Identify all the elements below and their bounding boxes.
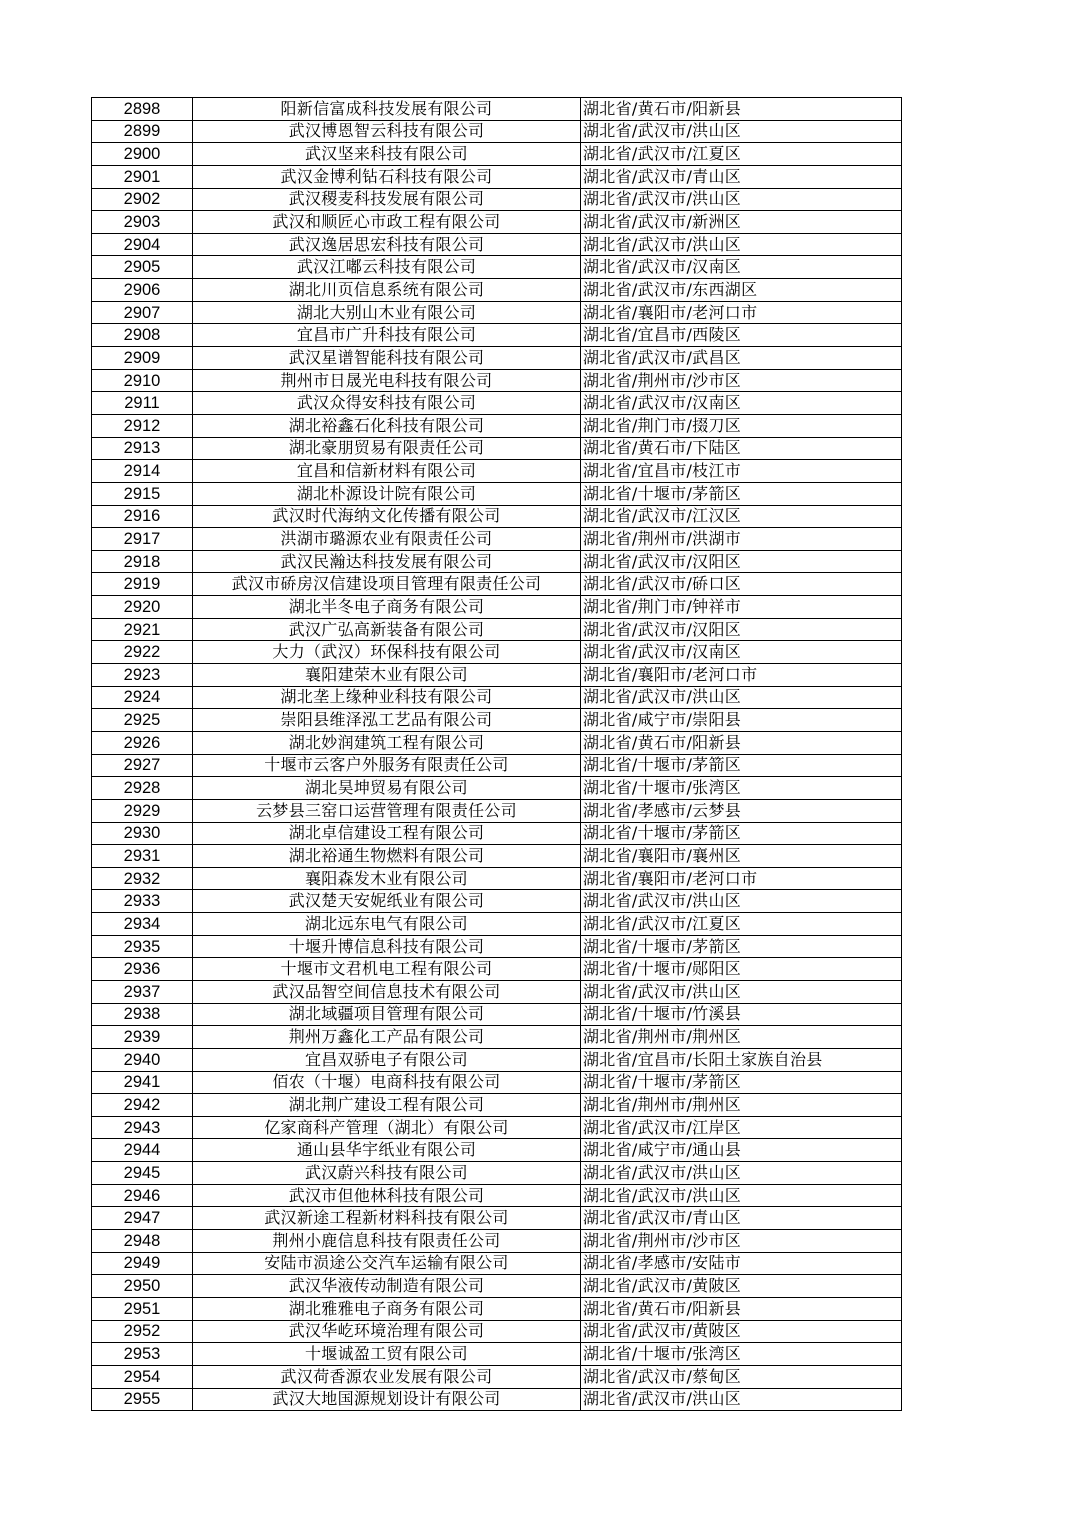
row-number: 2939 <box>92 1026 193 1049</box>
company-name: 武汉逸居思宏科技有限公司 <box>193 233 581 256</box>
table-row <box>92 1139 902 1162</box>
row-number: 2952 <box>92 1320 193 1343</box>
table-row <box>92 98 902 121</box>
region-path: 湖北省/武汉市/青山区 <box>581 165 902 188</box>
company-name: 襄阳森发木业有限公司 <box>193 867 581 890</box>
company-name: 武汉市但他林科技有限公司 <box>193 1184 581 1207</box>
table-row <box>92 392 902 415</box>
region-path: 湖北省/武汉市/洪山区 <box>581 890 902 913</box>
table-row <box>92 1094 902 1117</box>
region-path: 湖北省/武汉市/江夏区 <box>581 913 902 936</box>
row-number: 2924 <box>92 686 193 709</box>
row-number: 2922 <box>92 641 193 664</box>
company-name: 武汉坚来科技有限公司 <box>193 143 581 166</box>
table-row <box>92 754 902 777</box>
table-row <box>92 414 902 437</box>
row-number: 2923 <box>92 664 193 687</box>
row-number: 2947 <box>92 1207 193 1230</box>
row-number: 2926 <box>92 731 193 754</box>
row-number: 2945 <box>92 1162 193 1185</box>
region-path: 湖北省/武汉市/江岸区 <box>581 1116 902 1139</box>
company-name: 武汉荷香源农业发展有限公司 <box>193 1365 581 1388</box>
table-row <box>92 731 902 754</box>
company-name: 云梦县三窑口运营管理有限责任公司 <box>193 799 581 822</box>
table-row <box>92 528 902 551</box>
region-path: 湖北省/十堰市/竹溪县 <box>581 1003 902 1026</box>
company-name: 武汉华液传动制造有限公司 <box>193 1275 581 1298</box>
table-row <box>92 1207 902 1230</box>
region-path: 湖北省/宜昌市/枝江市 <box>581 460 902 483</box>
region-path: 湖北省/武汉市/武昌区 <box>581 347 902 370</box>
region-path: 湖北省/武汉市/黄陂区 <box>581 1320 902 1343</box>
row-number: 2908 <box>92 324 193 347</box>
region-path: 湖北省/十堰市/茅箭区 <box>581 935 902 958</box>
row-number: 2920 <box>92 596 193 619</box>
row-number: 2940 <box>92 1048 193 1071</box>
row-number: 2899 <box>92 120 193 143</box>
region-path: 湖北省/十堰市/茅箭区 <box>581 482 902 505</box>
row-number: 2909 <box>92 347 193 370</box>
company-name: 安陆市涢途公交汽车运输有限公司 <box>193 1252 581 1275</box>
company-name: 武汉品智空间信息技术有限公司 <box>193 980 581 1003</box>
table-row <box>92 890 902 913</box>
region-path: 湖北省/襄阳市/老河口市 <box>581 664 902 687</box>
company-name: 湖北垄上缘种业科技有限公司 <box>193 686 581 709</box>
table-row <box>92 845 902 868</box>
table-row <box>92 550 902 573</box>
region-path: 湖北省/襄阳市/老河口市 <box>581 301 902 324</box>
table-row <box>92 1048 902 1071</box>
row-number: 2902 <box>92 188 193 211</box>
region-path: 湖北省/宜昌市/长阳土家族自治县 <box>581 1048 902 1071</box>
table-row <box>92 1320 902 1343</box>
table-row <box>92 1184 902 1207</box>
table-row <box>92 1230 902 1253</box>
table-row <box>92 1003 902 1026</box>
region-path: 湖北省/武汉市/汉阳区 <box>581 618 902 641</box>
table-row <box>92 913 902 936</box>
region-path: 湖北省/武汉市/东西湖区 <box>581 279 902 302</box>
row-number: 2900 <box>92 143 193 166</box>
region-path: 湖北省/咸宁市/崇阳县 <box>581 709 902 732</box>
company-name: 武汉时代海纳文化传播有限公司 <box>193 505 581 528</box>
region-path: 湖北省/荆州市/荆州区 <box>581 1094 902 1117</box>
company-name: 宜昌和信新材料有限公司 <box>193 460 581 483</box>
table-row <box>92 301 902 324</box>
table-row <box>92 233 902 256</box>
table-row <box>92 596 902 619</box>
row-number: 2949 <box>92 1252 193 1275</box>
row-number: 2905 <box>92 256 193 279</box>
region-path: 湖北省/武汉市/硚口区 <box>581 573 902 596</box>
row-number: 2953 <box>92 1343 193 1366</box>
row-number: 2915 <box>92 482 193 505</box>
table-row <box>92 822 902 845</box>
table-row <box>92 143 902 166</box>
table-row <box>92 799 902 822</box>
region-path: 湖北省/武汉市/洪山区 <box>581 686 902 709</box>
region-path: 湖北省/襄阳市/襄州区 <box>581 845 902 868</box>
company-name: 湖北裕通生物燃料有限公司 <box>193 845 581 868</box>
region-path: 湖北省/黄石市/阳新县 <box>581 1297 902 1320</box>
region-path: 湖北省/武汉市/汉南区 <box>581 392 902 415</box>
table-row <box>92 369 902 392</box>
row-number: 2916 <box>92 505 193 528</box>
company-name: 武汉星谱智能科技有限公司 <box>193 347 581 370</box>
region-path: 湖北省/武汉市/洪山区 <box>581 980 902 1003</box>
region-path: 湖北省/荆州市/洪湖市 <box>581 528 902 551</box>
company-name: 湖北半冬电子商务有限公司 <box>193 596 581 619</box>
region-path: 湖北省/荆州市/沙市区 <box>581 369 902 392</box>
row-number: 2936 <box>92 958 193 981</box>
table-row <box>92 980 902 1003</box>
table-row <box>92 324 902 347</box>
region-path: 湖北省/十堰市/郧阳区 <box>581 958 902 981</box>
region-path: 湖北省/武汉市/黄陂区 <box>581 1275 902 1298</box>
row-number: 2935 <box>92 935 193 958</box>
table-row <box>92 211 902 234</box>
company-name: 湖北卓信建设工程有限公司 <box>193 822 581 845</box>
row-number: 2901 <box>92 165 193 188</box>
region-path: 湖北省/武汉市/蔡甸区 <box>581 1365 902 1388</box>
company-name: 武汉民瀚达科技发展有限公司 <box>193 550 581 573</box>
company-name: 襄阳建荣木业有限公司 <box>193 664 581 687</box>
company-name: 亿家商科产管理（湖北）有限公司 <box>193 1116 581 1139</box>
region-path: 湖北省/荆州市/沙市区 <box>581 1230 902 1253</box>
company-list-body <box>92 98 902 1411</box>
region-path: 湖北省/荆门市/掇刀区 <box>581 414 902 437</box>
row-number: 2904 <box>92 233 193 256</box>
table-row <box>92 777 902 800</box>
company-name: 十堰诚盈工贸有限公司 <box>193 1343 581 1366</box>
table-row <box>92 1297 902 1320</box>
table-row <box>92 935 902 958</box>
region-path: 湖北省/十堰市/茅箭区 <box>581 754 902 777</box>
table-row <box>92 1026 902 1049</box>
table-row <box>92 279 902 302</box>
row-number: 2910 <box>92 369 193 392</box>
region-path: 湖北省/武汉市/洪山区 <box>581 1162 902 1185</box>
row-number: 2944 <box>92 1139 193 1162</box>
row-number: 2919 <box>92 573 193 596</box>
table-row <box>92 1162 902 1185</box>
company-name: 荆州市日晟光电科技有限公司 <box>193 369 581 392</box>
region-path: 湖北省/武汉市/汉阳区 <box>581 550 902 573</box>
company-name: 宜昌市广升科技有限公司 <box>193 324 581 347</box>
company-name: 湖北域疆项目管理有限公司 <box>193 1003 581 1026</box>
company-name: 武汉华屹环境治理有限公司 <box>193 1320 581 1343</box>
table-row <box>92 958 902 981</box>
row-number: 2931 <box>92 845 193 868</box>
row-number: 2951 <box>92 1297 193 1320</box>
row-number: 2928 <box>92 777 193 800</box>
region-path: 湖北省/十堰市/茅箭区 <box>581 822 902 845</box>
company-name: 武汉大地国源规划设计有限公司 <box>193 1388 581 1411</box>
table-row <box>92 1365 902 1388</box>
company-name: 十堰市文君机电工程有限公司 <box>193 958 581 981</box>
company-name: 武汉市硚房汉信建设项目管理有限责任公司 <box>193 573 581 596</box>
row-number: 2950 <box>92 1275 193 1298</box>
company-name: 通山县华宇纸业有限公司 <box>193 1139 581 1162</box>
company-name: 荆州万鑫化工产品有限公司 <box>193 1026 581 1049</box>
table-row <box>92 482 902 505</box>
region-path: 湖北省/武汉市/汉南区 <box>581 641 902 664</box>
row-number: 2930 <box>92 822 193 845</box>
row-number: 2938 <box>92 1003 193 1026</box>
company-name: 武汉众得安科技有限公司 <box>193 392 581 415</box>
region-path: 湖北省/荆门市/钟祥市 <box>581 596 902 619</box>
row-number: 2903 <box>92 211 193 234</box>
company-name: 湖北雅雅电子商务有限公司 <box>193 1297 581 1320</box>
region-path: 湖北省/武汉市/江夏区 <box>581 143 902 166</box>
table-row <box>92 618 902 641</box>
company-name: 武汉广弘高新装备有限公司 <box>193 618 581 641</box>
company-name: 十堰升博信息科技有限公司 <box>193 935 581 958</box>
row-number: 2934 <box>92 913 193 936</box>
table-row <box>92 1275 902 1298</box>
table-row <box>92 165 902 188</box>
region-path: 湖北省/十堰市/张湾区 <box>581 1343 902 1366</box>
row-number: 2932 <box>92 867 193 890</box>
company-name: 十堰市云客户外服务有限责任公司 <box>193 754 581 777</box>
row-number: 2948 <box>92 1230 193 1253</box>
company-name: 武汉金博利钻石科技有限公司 <box>193 165 581 188</box>
table-row <box>92 1343 902 1366</box>
company-name: 湖北昊坤贸易有限公司 <box>193 777 581 800</box>
row-number: 2907 <box>92 301 193 324</box>
row-number: 2929 <box>92 799 193 822</box>
table-row <box>92 867 902 890</box>
row-number: 2898 <box>92 98 193 121</box>
company-name: 湖北朴源设计院有限公司 <box>193 482 581 505</box>
row-number: 2954 <box>92 1365 193 1388</box>
region-path: 湖北省/武汉市/洪山区 <box>581 1388 902 1411</box>
row-number: 2914 <box>92 460 193 483</box>
table-row <box>92 120 902 143</box>
company-name: 武汉博恩智云科技有限公司 <box>193 120 581 143</box>
table-row <box>92 1071 902 1094</box>
company-name: 湖北大别山木业有限公司 <box>193 301 581 324</box>
row-number: 2911 <box>92 392 193 415</box>
region-path: 湖北省/武汉市/汉南区 <box>581 256 902 279</box>
region-path: 湖北省/黄石市/阳新县 <box>581 731 902 754</box>
table-row <box>92 347 902 370</box>
region-path: 湖北省/武汉市/青山区 <box>581 1207 902 1230</box>
table-row <box>92 709 902 732</box>
company-list-table <box>91 97 902 1411</box>
table-row <box>92 686 902 709</box>
company-name: 湖北远东电气有限公司 <box>193 913 581 936</box>
row-number: 2943 <box>92 1116 193 1139</box>
company-name: 宜昌双骄电子有限公司 <box>193 1048 581 1071</box>
company-name: 佰农（十堰）电商科技有限公司 <box>193 1071 581 1094</box>
table-row <box>92 256 902 279</box>
company-name: 荆州小鹿信息科技有限责任公司 <box>193 1230 581 1253</box>
region-path: 湖北省/武汉市/洪山区 <box>581 1184 902 1207</box>
company-name: 武汉稷麦科技发展有限公司 <box>193 188 581 211</box>
table-row <box>92 573 902 596</box>
region-path: 湖北省/武汉市/洪山区 <box>581 233 902 256</box>
row-number: 2927 <box>92 754 193 777</box>
table-row <box>92 437 902 460</box>
company-name: 崇阳县维泽泓工艺品有限公司 <box>193 709 581 732</box>
row-number: 2933 <box>92 890 193 913</box>
company-name: 湖北裕鑫石化科技有限公司 <box>193 414 581 437</box>
row-number: 2937 <box>92 980 193 1003</box>
company-name: 阳新信富成科技发展有限公司 <box>193 98 581 121</box>
company-name: 武汉和顺匠心市政工程有限公司 <box>193 211 581 234</box>
region-path: 湖北省/荆州市/荆州区 <box>581 1026 902 1049</box>
region-path: 湖北省/襄阳市/老河口市 <box>581 867 902 890</box>
row-number: 2917 <box>92 528 193 551</box>
table-row <box>92 460 902 483</box>
region-path: 湖北省/孝感市/安陆市 <box>581 1252 902 1275</box>
row-number: 2955 <box>92 1388 193 1411</box>
region-path: 湖北省/十堰市/茅箭区 <box>581 1071 902 1094</box>
company-name: 湖北川页信息系统有限公司 <box>193 279 581 302</box>
region-path: 湖北省/武汉市/洪山区 <box>581 188 902 211</box>
row-number: 2913 <box>92 437 193 460</box>
region-path: 湖北省/武汉市/江汉区 <box>581 505 902 528</box>
company-name: 湖北豪朋贸易有限责任公司 <box>193 437 581 460</box>
company-name: 大力（武汉）环保科技有限公司 <box>193 641 581 664</box>
region-path: 湖北省/宜昌市/西陵区 <box>581 324 902 347</box>
row-number: 2921 <box>92 618 193 641</box>
company-name: 洪湖市璐源农业有限责任公司 <box>193 528 581 551</box>
row-number: 2912 <box>92 414 193 437</box>
company-name: 武汉江嘟云科技有限公司 <box>193 256 581 279</box>
row-number: 2918 <box>92 550 193 573</box>
region-path: 湖北省/咸宁市/通山县 <box>581 1139 902 1162</box>
table-row <box>92 1252 902 1275</box>
table-row <box>92 505 902 528</box>
region-path: 湖北省/武汉市/洪山区 <box>581 120 902 143</box>
row-number: 2906 <box>92 279 193 302</box>
table-row <box>92 1116 902 1139</box>
row-number: 2941 <box>92 1071 193 1094</box>
region-path: 湖北省/孝感市/云梦县 <box>581 799 902 822</box>
company-name: 武汉新途工程新材料科技有限公司 <box>193 1207 581 1230</box>
table-row <box>92 664 902 687</box>
region-path: 湖北省/黄石市/下陆区 <box>581 437 902 460</box>
row-number: 2946 <box>92 1184 193 1207</box>
region-path: 湖北省/武汉市/新洲区 <box>581 211 902 234</box>
region-path: 湖北省/十堰市/张湾区 <box>581 777 902 800</box>
row-number: 2942 <box>92 1094 193 1117</box>
region-path: 湖北省/黄石市/阳新县 <box>581 98 902 121</box>
company-name: 湖北妙润建筑工程有限公司 <box>193 731 581 754</box>
company-name: 武汉楚天安妮纸业有限公司 <box>193 890 581 913</box>
table-row <box>92 641 902 664</box>
company-name: 武汉蔚兴科技有限公司 <box>193 1162 581 1185</box>
table-row <box>92 188 902 211</box>
company-name: 湖北荆广建设工程有限公司 <box>193 1094 581 1117</box>
row-number: 2925 <box>92 709 193 732</box>
table-row <box>92 1388 902 1411</box>
